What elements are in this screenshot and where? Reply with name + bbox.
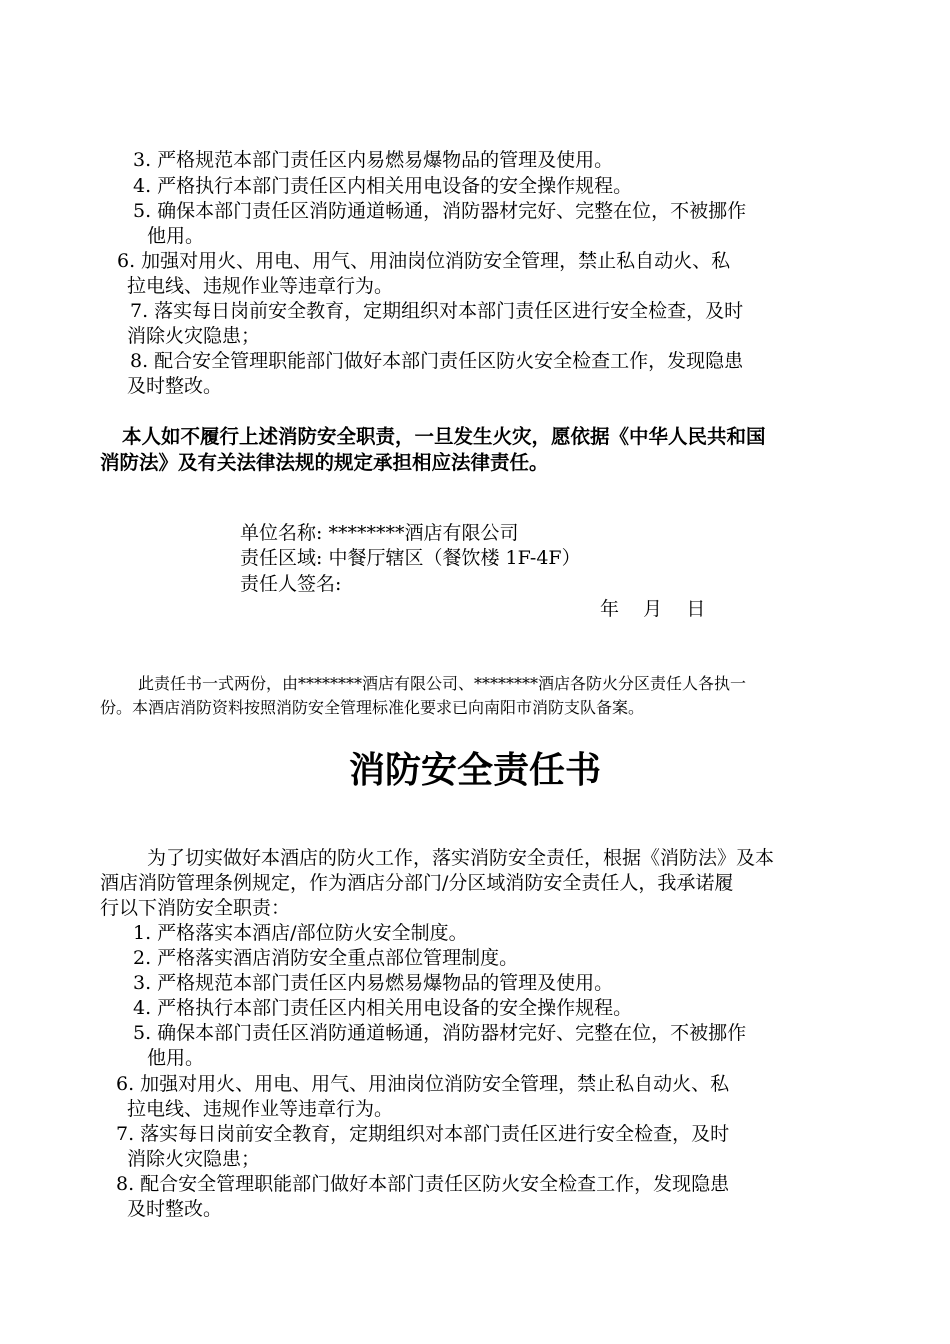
responsibility-area: 责任区域: 中餐厅辖区（餐饮楼 1F-4F） bbox=[240, 547, 581, 569]
top-list-item-6: 6. 加强对用火、用电、用气、用油岗位消防安全管理，禁止私自动火、私 bbox=[117, 250, 731, 272]
intro-line-2: 酒店消防管理条例规定，作为酒店分部门/分区域消防安全责任人，我承诺履 bbox=[100, 872, 734, 894]
date-line: 年 月 日 bbox=[600, 598, 706, 620]
top-list-item-4: 4. 严格执行本部门责任区内相关用电设备的安全操作规程。 bbox=[133, 175, 633, 197]
bottom-list-item-7: 7. 落实每日岗前安全教育，定期组织对本部门责任区进行安全检查，及时 bbox=[116, 1123, 730, 1145]
bottom-list-item-8-cont: 及时整改。 bbox=[127, 1198, 223, 1220]
top-list-item-7: 7. 落实每日岗前安全教育，定期组织对本部门责任区进行安全检查，及时 bbox=[130, 300, 744, 322]
document-title: 消防安全责任书 bbox=[348, 749, 601, 791]
bottom-list-item-1: 1. 严格落实本酒店/部位防火安全制度。 bbox=[133, 922, 468, 944]
bottom-list-item-2: 2. 严格落实酒店消防安全重点部位管理制度。 bbox=[133, 947, 519, 969]
top-list-item-7-cont: 消除火灾隐患； bbox=[127, 325, 261, 347]
intro-line-3: 行以下消防安全职责： bbox=[100, 897, 291, 919]
note-line-2: 份。本酒店消防资料按照消防安全管理标准化要求已向南阳市消防支队备案。 bbox=[100, 698, 645, 717]
top-list-item-8-cont: 及时整改。 bbox=[127, 375, 223, 397]
bottom-list-item-6: 6. 加强对用火、用电、用气、用油岗位消防安全管理，禁止私自动火、私 bbox=[116, 1073, 730, 1095]
pledge-line-1: 本人如不履行上述消防安全职责，一旦发生火灾，愿依据《中华人民共和国 bbox=[122, 425, 766, 448]
bottom-list-item-3: 3. 严格规范本部门责任区内易燃易爆物品的管理及使用。 bbox=[133, 972, 614, 994]
top-list-item-5: 5. 确保本部门责任区消防通道畅通，消防器材完好、完整在位，不被挪作 bbox=[133, 200, 747, 222]
bottom-list-item-5-cont: 他用。 bbox=[147, 1047, 205, 1069]
pledge-line-2: 消防法》及有关法律法规的规定承担相应法律责任。 bbox=[100, 451, 549, 474]
top-list-item-5-cont: 他用。 bbox=[147, 225, 205, 247]
bottom-list-item-4: 4. 严格执行本部门责任区内相关用电设备的安全操作规程。 bbox=[133, 997, 633, 1019]
signer-label: 责任人签名: bbox=[240, 573, 342, 595]
bottom-list-item-8: 8. 配合安全管理职能部门做好本部门责任区防火安全检查工作，发现隐患 bbox=[116, 1173, 730, 1195]
top-list-item-3: 3. 严格规范本部门责任区内易燃易爆物品的管理及使用。 bbox=[133, 149, 614, 171]
top-list-item-6-cont: 拉电线、违规作业等违章行为。 bbox=[127, 275, 394, 297]
bottom-list-item-5: 5. 确保本部门责任区消防通道畅通，消防器材完好、完整在位，不被挪作 bbox=[133, 1022, 747, 1044]
note-line-1: 此责任书一式两份，由********酒店有限公司、********酒店各防火分区责任人各执一 bbox=[138, 674, 747, 693]
bottom-list-item-6-cont: 拉电线、违规作业等违章行为。 bbox=[127, 1098, 394, 1120]
unit-name: 单位名称: ********酒店有限公司 bbox=[240, 522, 519, 544]
intro-line-1: 为了切实做好本酒店的防火工作，落实消防安全责任，根据《消防法》及本 bbox=[147, 847, 775, 869]
top-list-item-8: 8. 配合安全管理职能部门做好本部门责任区防火安全检查工作，发现隐患 bbox=[130, 350, 744, 372]
bottom-list-item-7-cont: 消除火灾隐患； bbox=[127, 1148, 261, 1170]
